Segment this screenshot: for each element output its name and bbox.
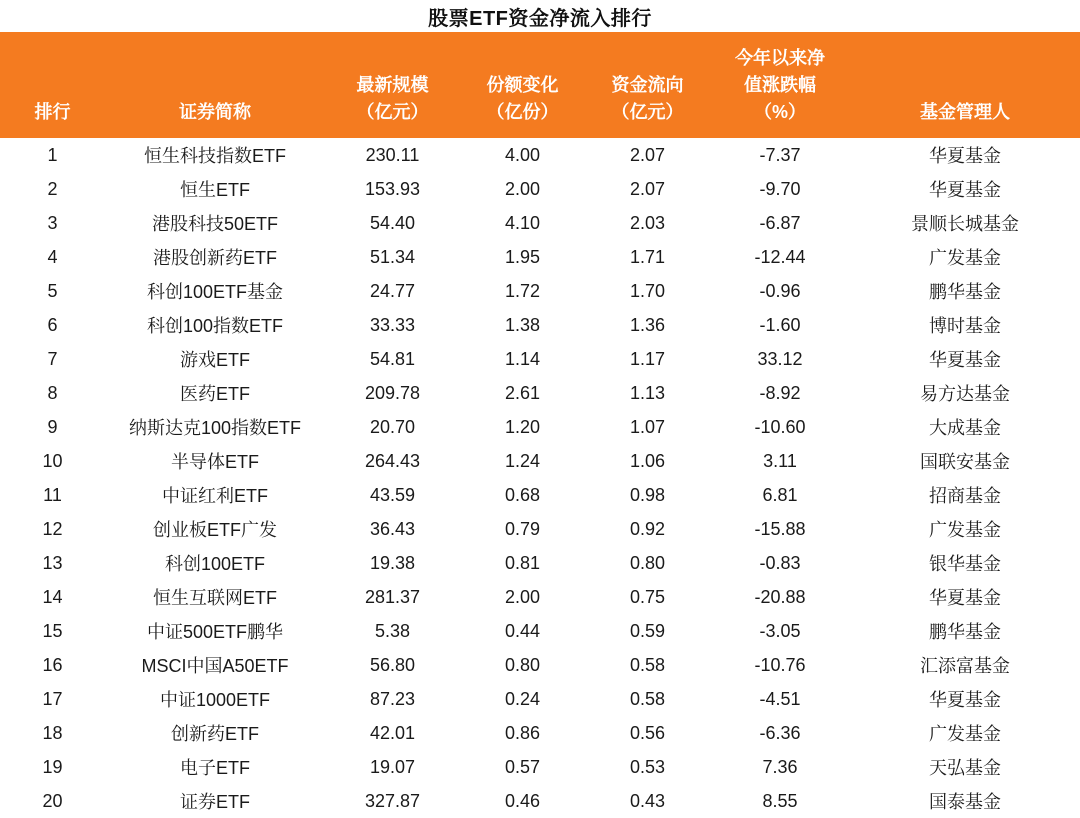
cell-security-name: 半导体ETF — [105, 444, 325, 478]
cell-share-change: 1.20 — [460, 410, 585, 444]
cell-latest-scale: 33.33 — [325, 308, 460, 342]
cell-latest-scale: 230.11 — [325, 138, 460, 172]
table-row — [0, 240, 1080, 274]
cell-security-name: 恒生ETF — [105, 172, 325, 206]
cell-latest-scale: 19.38 — [325, 546, 460, 580]
cell-rank: 12 — [0, 512, 105, 546]
column-header-share-change: 份额变化 （亿份） — [486, 75, 559, 122]
cell-rank: 10 — [0, 444, 105, 478]
cell-latest-scale: 19.07 — [325, 750, 460, 784]
cell-rank: 3 — [0, 206, 105, 240]
cell-security-name: 电子ETF — [105, 750, 325, 784]
cell-ytd-change: 7.36 — [710, 750, 850, 784]
cell-ytd-change: -15.88 — [710, 512, 850, 546]
cell-share-change: 4.10 — [460, 206, 585, 240]
column-header-fund-flow: 资金流向 （亿元） — [611, 75, 684, 122]
cell-fund-manager: 广发基金 — [850, 512, 1080, 546]
cell-rank: 4 — [0, 240, 105, 274]
cell-share-change: 0.81 — [460, 546, 585, 580]
cell-latest-scale: 56.80 — [325, 648, 460, 682]
cell-ytd-change: -9.70 — [710, 172, 850, 206]
cell-latest-scale: 153.93 — [325, 172, 460, 206]
cell-fund-flow: 2.07 — [585, 138, 710, 172]
cell-ytd-change: -6.36 — [710, 716, 850, 750]
table-body — [0, 138, 1080, 818]
cell-rank: 2 — [0, 172, 105, 206]
cell-fund-manager: 华夏基金 — [850, 682, 1080, 716]
cell-security-name: 中证红利ETF — [105, 478, 325, 512]
cell-fund-manager: 华夏基金 — [850, 138, 1080, 172]
cell-ytd-change: -10.60 — [710, 410, 850, 444]
cell-fund-manager: 博时基金 — [850, 308, 1080, 342]
cell-share-change: 4.00 — [460, 138, 585, 172]
cell-latest-scale: 87.23 — [325, 682, 460, 716]
table-header — [0, 32, 1080, 138]
cell-security-name: 科创100指数ETF — [105, 308, 325, 342]
column-header-ytd-change: 今年以来净 值涨跌幅 （%） — [735, 48, 825, 122]
cell-fund-manager: 汇添富基金 — [850, 648, 1080, 682]
cell-fund-manager: 华夏基金 — [850, 580, 1080, 614]
table-row — [0, 206, 1080, 240]
cell-latest-scale: 327.87 — [325, 784, 460, 818]
column-header-rank: 排行 — [34, 102, 71, 122]
cell-fund-flow: 0.75 — [585, 580, 710, 614]
cell-rank: 16 — [0, 648, 105, 682]
cell-security-name: 证券ETF — [105, 784, 325, 818]
page-title-bar — [0, 0, 1080, 32]
cell-ytd-change: 8.55 — [710, 784, 850, 818]
cell-fund-flow: 2.07 — [585, 172, 710, 206]
cell-share-change: 1.95 — [460, 240, 585, 274]
cell-share-change: 2.00 — [460, 172, 585, 206]
table-row — [0, 546, 1080, 580]
table-row — [0, 580, 1080, 614]
cell-rank: 1 — [0, 138, 105, 172]
table-header-row — [0, 32, 1080, 138]
cell-rank: 5 — [0, 274, 105, 308]
cell-ytd-change: 6.81 — [710, 478, 850, 512]
cell-fund-flow: 1.71 — [585, 240, 710, 274]
column-header-name: 证券简称 — [179, 102, 251, 122]
cell-security-name: 科创100ETF基金 — [105, 274, 325, 308]
cell-rank: 17 — [0, 682, 105, 716]
table-row — [0, 478, 1080, 512]
table-row — [0, 784, 1080, 818]
cell-security-name: 恒生互联网ETF — [105, 580, 325, 614]
cell-rank: 8 — [0, 376, 105, 410]
cell-fund-flow: 1.07 — [585, 410, 710, 444]
cell-ytd-change: -20.88 — [710, 580, 850, 614]
table-row — [0, 138, 1080, 172]
cell-share-change: 1.14 — [460, 342, 585, 376]
cell-share-change: 1.72 — [460, 274, 585, 308]
cell-fund-manager: 华夏基金 — [850, 342, 1080, 376]
cell-share-change: 0.79 — [460, 512, 585, 546]
cell-fund-flow: 1.13 — [585, 376, 710, 410]
cell-latest-scale: 54.40 — [325, 206, 460, 240]
cell-share-change: 0.80 — [460, 648, 585, 682]
cell-latest-scale: 36.43 — [325, 512, 460, 546]
cell-fund-flow: 1.36 — [585, 308, 710, 342]
cell-fund-flow: 0.56 — [585, 716, 710, 750]
table-row — [0, 716, 1080, 750]
cell-ytd-change: -7.37 — [710, 138, 850, 172]
cell-security-name: 恒生科技指数ETF — [105, 138, 325, 172]
cell-security-name: 创业板ETF广发 — [105, 512, 325, 546]
cell-security-name: 港股科技50ETF — [105, 206, 325, 240]
cell-security-name: MSCI中国A50ETF — [105, 648, 325, 682]
cell-security-name: 中证1000ETF — [105, 682, 325, 716]
table-row — [0, 376, 1080, 410]
cell-rank: 15 — [0, 614, 105, 648]
cell-fund-manager: 景顺长城基金 — [850, 206, 1080, 240]
cell-share-change: 1.24 — [460, 444, 585, 478]
cell-share-change: 0.86 — [460, 716, 585, 750]
cell-fund-manager: 银华基金 — [850, 546, 1080, 580]
cell-latest-scale: 42.01 — [325, 716, 460, 750]
cell-fund-flow: 0.58 — [585, 682, 710, 716]
cell-security-name: 医药ETF — [105, 376, 325, 410]
cell-fund-flow: 1.17 — [585, 342, 710, 376]
cell-ytd-change: -10.76 — [710, 648, 850, 682]
cell-rank: 7 — [0, 342, 105, 376]
column-header-scale: 最新规模 （亿元） — [356, 75, 429, 122]
cell-share-change: 0.24 — [460, 682, 585, 716]
cell-fund-manager: 天弘基金 — [850, 750, 1080, 784]
cell-fund-flow: 0.80 — [585, 546, 710, 580]
table-row — [0, 274, 1080, 308]
table-row — [0, 750, 1080, 784]
cell-fund-manager: 大成基金 — [850, 410, 1080, 444]
cell-fund-flow: 0.43 — [585, 784, 710, 818]
column-header-manager: 基金管理人 — [920, 102, 1010, 122]
cell-ytd-change: -6.87 — [710, 206, 850, 240]
cell-ytd-change: -0.96 — [710, 274, 850, 308]
cell-share-change: 1.38 — [460, 308, 585, 342]
cell-share-change: 0.68 — [460, 478, 585, 512]
cell-rank: 13 — [0, 546, 105, 580]
cell-fund-manager: 华夏基金 — [850, 172, 1080, 206]
cell-fund-manager: 易方达基金 — [850, 376, 1080, 410]
cell-share-change: 2.00 — [460, 580, 585, 614]
cell-rank: 20 — [0, 784, 105, 818]
cell-security-name: 中证500ETF鹏华 — [105, 614, 325, 648]
cell-ytd-change: 33.12 — [710, 342, 850, 376]
cell-ytd-change: -3.05 — [710, 614, 850, 648]
cell-fund-manager: 鹏华基金 — [850, 274, 1080, 308]
cell-latest-scale: 5.38 — [325, 614, 460, 648]
cell-ytd-change: -12.44 — [710, 240, 850, 274]
cell-rank: 14 — [0, 580, 105, 614]
cell-ytd-change: -4.51 — [710, 682, 850, 716]
cell-rank: 19 — [0, 750, 105, 784]
cell-fund-manager: 招商基金 — [850, 478, 1080, 512]
cell-fund-manager: 广发基金 — [850, 716, 1080, 750]
cell-rank: 18 — [0, 716, 105, 750]
table-row — [0, 342, 1080, 376]
cell-fund-flow: 1.70 — [585, 274, 710, 308]
cell-share-change: 0.46 — [460, 784, 585, 818]
cell-ytd-change: -8.92 — [710, 376, 850, 410]
cell-ytd-change: -0.83 — [710, 546, 850, 580]
table-row — [0, 444, 1080, 478]
cell-security-name: 港股创新药ETF — [105, 240, 325, 274]
cell-fund-flow: 0.59 — [585, 614, 710, 648]
cell-latest-scale: 54.81 — [325, 342, 460, 376]
table-row — [0, 512, 1080, 546]
cell-ytd-change: 3.11 — [710, 444, 850, 478]
cell-fund-flow: 0.92 — [585, 512, 710, 546]
cell-rank: 6 — [0, 308, 105, 342]
cell-fund-flow: 0.58 — [585, 648, 710, 682]
table-row — [0, 172, 1080, 206]
etf-ranking-table — [0, 32, 1080, 818]
cell-fund-flow: 1.06 — [585, 444, 710, 478]
table-row — [0, 410, 1080, 444]
cell-latest-scale: 43.59 — [325, 478, 460, 512]
cell-security-name: 游戏ETF — [105, 342, 325, 376]
table-row — [0, 614, 1080, 648]
cell-fund-manager: 鹏华基金 — [850, 614, 1080, 648]
cell-share-change: 0.57 — [460, 750, 585, 784]
cell-latest-scale: 51.34 — [325, 240, 460, 274]
cell-share-change: 0.44 — [460, 614, 585, 648]
cell-security-name: 创新药ETF — [105, 716, 325, 750]
table-row — [0, 308, 1080, 342]
cell-rank: 9 — [0, 410, 105, 444]
cell-fund-flow: 2.03 — [585, 206, 710, 240]
cell-latest-scale: 281.37 — [325, 580, 460, 614]
cell-ytd-change: -1.60 — [710, 308, 850, 342]
cell-rank: 11 — [0, 478, 105, 512]
cell-latest-scale: 209.78 — [325, 376, 460, 410]
cell-latest-scale: 24.77 — [325, 274, 460, 308]
table-row — [0, 648, 1080, 682]
cell-fund-flow: 0.98 — [585, 478, 710, 512]
page-title: 股票ETF资金净流入排行 — [428, 7, 652, 30]
cell-fund-manager: 国泰基金 — [850, 784, 1080, 818]
cell-latest-scale: 20.70 — [325, 410, 460, 444]
cell-fund-manager: 国联安基金 — [850, 444, 1080, 478]
cell-security-name: 科创100ETF — [105, 546, 325, 580]
cell-fund-manager: 广发基金 — [850, 240, 1080, 274]
cell-share-change: 2.61 — [460, 376, 585, 410]
table-row — [0, 682, 1080, 716]
cell-security-name: 纳斯达克100指数ETF — [105, 410, 325, 444]
cell-latest-scale: 264.43 — [325, 444, 460, 478]
cell-fund-flow: 0.53 — [585, 750, 710, 784]
